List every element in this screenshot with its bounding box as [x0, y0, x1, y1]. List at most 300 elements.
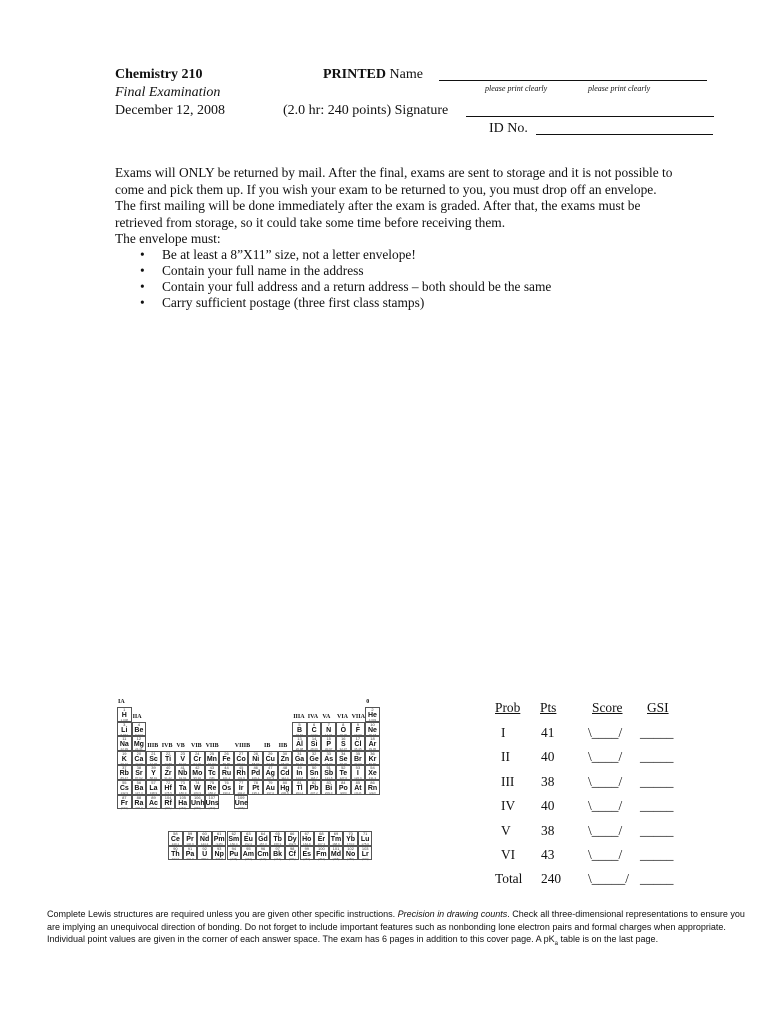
atomic-mass: 24.31 — [135, 747, 143, 752]
atomic-number: 48 — [282, 765, 288, 771]
atomic-mass: 183.9 — [193, 791, 202, 795]
atomic-number: 30 — [282, 750, 288, 756]
atomic-mass: 175.0 — [361, 842, 369, 847]
atomic-number: 37 — [122, 765, 127, 771]
atomic-number: 28 — [253, 750, 258, 756]
group-label: 0 — [366, 699, 370, 706]
atomic-mass: 72.61 — [310, 761, 318, 766]
atomic-mass: 88.91 — [149, 776, 158, 781]
atomic-mass: 238.0 — [200, 856, 209, 861]
instruction-line: The first mailing will be done immediately after the exam is graded. After that, the exams must be — [115, 198, 641, 213]
element-symbol: C — [311, 726, 317, 734]
atomic-mass: (210) — [354, 791, 362, 795]
signature-label: (2.0 hr: 240 points) Signature — [283, 103, 449, 118]
printed-label: PRINTED — [323, 67, 387, 82]
atomic-number: 56 — [136, 780, 142, 785]
element-cell — [197, 831, 212, 846]
element-cell — [365, 780, 380, 795]
atomic-number: 54 — [370, 765, 375, 771]
atomic-mass: 50.94 — [178, 761, 187, 766]
element-cell — [248, 751, 263, 766]
atomic-mass: 20.18 — [368, 732, 377, 737]
atomic-number: 38 — [136, 765, 142, 771]
element-cell — [132, 780, 147, 795]
element-symbol: Sc — [149, 755, 158, 763]
element-symbol: Rh — [236, 770, 246, 778]
element-symbol: Zr — [164, 770, 172, 778]
element-symbol: Na — [119, 741, 129, 749]
atomic-number: 91 — [187, 845, 193, 851]
atomic-number: 67 — [304, 831, 310, 837]
atomic-number: 6 — [312, 721, 316, 727]
element-symbol: Fm — [316, 850, 327, 858]
element-symbol: Ir — [238, 785, 244, 792]
atomic-mass: (247) — [259, 856, 267, 861]
element-cell — [329, 831, 344, 846]
atomic-mass: 106.4 — [251, 776, 260, 781]
element-symbol: Er — [317, 836, 326, 844]
atomic-number: 88 — [136, 794, 142, 800]
atomic-mass: 40.08 — [135, 761, 143, 766]
element-cell — [263, 780, 278, 795]
score-blank[interactable]: \____/ — [588, 798, 623, 814]
element-cell — [183, 831, 198, 846]
atomic-number: 18 — [370, 736, 375, 742]
group-label: VB — [176, 743, 185, 750]
atomic-mass: (258) — [332, 856, 340, 861]
atomic-mass: (243) — [244, 856, 252, 861]
row-pts: 40 — [541, 749, 555, 765]
atomic-mass: 1.008 — [120, 718, 129, 722]
score-blank[interactable]: \____/ — [588, 725, 623, 740]
col-header-prob: Prob — [495, 700, 521, 715]
element-cell — [117, 751, 132, 766]
atomic-number: 44 — [224, 765, 229, 771]
element-symbol: P — [326, 741, 332, 749]
element-symbol: Eu — [243, 836, 253, 844]
atomic-mass: 58.69 — [251, 761, 260, 766]
atomic-number: 29 — [268, 750, 273, 756]
atomic-mass: 232.0 — [171, 856, 180, 861]
atomic-mass: 102.9 — [237, 776, 245, 781]
atomic-number: 1 — [123, 707, 126, 712]
element-symbol: Pa — [185, 850, 195, 858]
element-cell — [365, 722, 380, 737]
atomic-number: 34 — [341, 750, 346, 756]
element-cell — [190, 751, 205, 766]
element-cell — [321, 751, 336, 766]
gsi-blank[interactable]: _____ — [640, 871, 674, 887]
element-cell — [146, 795, 161, 810]
element-cell — [227, 846, 242, 861]
atomic-mass: 197.0 — [266, 791, 275, 795]
atomic-mass: (251) — [288, 856, 296, 861]
element-cell — [227, 831, 242, 846]
atomic-mass: 112.4 — [281, 776, 289, 781]
element-symbol: Rn — [367, 785, 378, 792]
element-symbol: Ag — [265, 770, 275, 778]
atomic-number: 40 — [165, 765, 171, 771]
atomic-mass: 126.9 — [354, 776, 362, 781]
atomic-mass: 101.1 — [222, 776, 231, 781]
atomic-number: 107 — [208, 794, 216, 800]
element-cell — [190, 780, 205, 795]
element-symbol: Mo — [192, 770, 203, 778]
atomic-number: 20 — [136, 750, 142, 756]
atomic-number: 74 — [195, 780, 200, 785]
atomic-mass: 91.22 — [164, 776, 172, 781]
atomic-number: 31 — [297, 750, 302, 756]
element-cell — [351, 780, 366, 795]
element-cell — [336, 780, 351, 795]
atomic-number: 33 — [326, 750, 331, 756]
atomic-number: 50 — [311, 765, 317, 771]
gsi-blank[interactable]: _____ — [640, 725, 674, 740]
element-symbol: Lr — [361, 850, 369, 858]
element-symbol: Ni — [252, 755, 260, 763]
row-prob: IV — [501, 798, 516, 814]
gsi-blank[interactable]: _____ — [640, 749, 674, 765]
element-symbol: As — [324, 755, 334, 763]
atomic-number: 82 — [311, 780, 317, 785]
element-symbol: V — [180, 755, 186, 763]
element-symbol: Ho — [302, 836, 312, 844]
element-cell — [358, 831, 373, 846]
id-field[interactable] — [536, 134, 713, 135]
atomic-number: 106 — [193, 794, 201, 800]
element-cell — [248, 780, 263, 795]
row-pts: 43 — [541, 847, 555, 862]
atomic-number: 77 — [238, 780, 244, 785]
atomic-number: 4 — [137, 721, 140, 727]
atomic-mass: 74.92 — [324, 761, 333, 766]
element-symbol: Au — [265, 785, 275, 792]
col-header-gsi: GSI — [647, 700, 669, 715]
element-symbol: Nb — [178, 770, 188, 778]
atomic-number: 70 — [348, 831, 353, 837]
instruction-line: come and pick them up. If you wish your exam to be returned to you, you must drop off an envelope. — [115, 181, 657, 197]
score-blank[interactable]: \____/ — [588, 847, 623, 862]
element-cell — [132, 795, 147, 810]
score-blank[interactable]: \____/ — [588, 749, 623, 765]
gsi-blank[interactable]: _____ — [640, 798, 674, 814]
envelope-bullet: • Carry sufficient postage (three first class stamps) — [140, 295, 425, 310]
instructions-paragraph — [115, 165, 715, 248]
element-cell — [197, 846, 212, 861]
element-symbol: He — [368, 712, 377, 719]
element-symbol: Ca — [134, 755, 144, 763]
atomic-number: 86 — [370, 780, 375, 785]
atomic-number: 98 — [289, 845, 295, 851]
atomic-mass: 79.90 — [354, 761, 362, 766]
element-symbol: Mg — [133, 741, 144, 749]
atomic-number: 13 — [297, 736, 302, 742]
atomic-number: 25 — [209, 750, 215, 756]
group-label: IIA — [132, 714, 142, 720]
element-cell — [270, 831, 285, 846]
gsi-blank[interactable]: _____ — [640, 847, 674, 862]
bullet-icon: • — [140, 295, 145, 310]
element-symbol: U — [202, 850, 208, 858]
atomic-mass: 44.96 — [149, 761, 158, 766]
element-cell — [292, 780, 307, 795]
atomic-number: 61 — [216, 831, 222, 837]
element-symbol: No — [345, 850, 356, 858]
element-cell — [175, 780, 190, 795]
element-cell — [117, 780, 132, 795]
element-cell — [161, 795, 176, 810]
atomic-number: 102 — [347, 845, 354, 851]
atomic-mass: (222) — [368, 791, 376, 795]
element-symbol: Hf — [164, 785, 172, 792]
element-symbol: Sr — [135, 770, 143, 778]
atomic-number: 46 — [253, 765, 258, 771]
element-symbol: Y — [151, 770, 156, 778]
atomic-mass: (98) — [209, 776, 215, 781]
atomic-mass: 26.98 — [295, 747, 304, 752]
envelope-bullet: • Be at least a 8”X11” size, not a letter envelope! — [140, 247, 416, 262]
atomic-number: 60 — [202, 831, 207, 837]
atomic-mass: (261) — [164, 805, 172, 810]
element-cell — [117, 795, 132, 810]
bullet-icon: • — [140, 247, 145, 262]
atomic-number: 65 — [275, 831, 280, 837]
element-symbol: Dy — [287, 836, 297, 844]
element-symbol: Al — [295, 741, 303, 749]
element-cell — [219, 780, 234, 795]
atomic-mass: 132.9 — [120, 791, 129, 795]
element-symbol: Sn — [309, 770, 319, 778]
row-prob: V — [501, 822, 511, 838]
atomic-number: 10 — [370, 721, 375, 727]
element-symbol: Es — [302, 850, 312, 858]
atomic-number: 79 — [268, 780, 273, 785]
atomic-mass: 6.941 — [120, 732, 129, 737]
atomic-mass: 58.93 — [237, 761, 245, 766]
atomic-number: 57 — [151, 780, 156, 785]
element-cell — [256, 831, 271, 846]
atomic-number: 26 — [224, 750, 229, 756]
element-symbol: Hg — [280, 785, 290, 792]
element-symbol: Li — [121, 726, 128, 734]
score-blank[interactable]: \____/ — [588, 773, 623, 789]
atomic-mass: (145) — [215, 842, 223, 847]
element-symbol: W — [193, 785, 201, 792]
atomic-mass: (257) — [317, 856, 325, 861]
element-cell — [263, 751, 278, 766]
atomic-number: 83 — [326, 780, 331, 785]
element-symbol: Tc — [208, 770, 216, 778]
atomic-mass: 144.2 — [200, 842, 209, 847]
element-symbol: O — [340, 726, 347, 734]
element-cell — [300, 831, 315, 846]
atomic-mass: 237.0 — [215, 856, 223, 861]
element-cell — [292, 751, 307, 766]
atomic-number: 8 — [342, 721, 345, 727]
atomic-mass: 227.0 — [149, 805, 158, 810]
atomic-mass: 39.10 — [120, 761, 129, 766]
group-label: VA — [322, 714, 331, 720]
atomic-mass: 95.94 — [193, 776, 202, 781]
atomic-number: 62 — [231, 831, 237, 837]
atomic-number: 103 — [361, 845, 369, 851]
element-cell — [292, 722, 307, 737]
atomic-mass: 32.07 — [339, 747, 348, 752]
element-symbol: B — [296, 726, 303, 734]
atomic-mass: 4.003 — [368, 718, 377, 722]
element-cell — [234, 751, 249, 766]
atomic-mass: 173.0 — [346, 842, 355, 847]
element-symbol: Ce — [170, 836, 180, 844]
group-label: IIIB — [147, 743, 159, 750]
element-symbol: Be — [134, 726, 144, 734]
atomic-number: 95 — [246, 845, 251, 851]
name-text: Name — [389, 67, 423, 82]
element-symbol: Une — [234, 799, 249, 807]
id-label: ID No. — [489, 121, 528, 136]
element-symbol: Am — [242, 850, 255, 858]
element-cell — [351, 722, 366, 737]
atomic-mass: 186.2 — [208, 791, 216, 795]
atomic-mass: 16.00 — [339, 732, 348, 737]
element-symbol: Pd — [251, 770, 261, 778]
atomic-number: 43 — [209, 765, 215, 771]
name-label — [323, 67, 423, 83]
element-symbol: Ba — [134, 785, 144, 792]
atomic-mass: 10.81 — [295, 732, 304, 737]
element-symbol: Po — [338, 785, 348, 792]
element-symbol: Tb — [273, 836, 282, 844]
atomic-mass: 195.1 — [251, 791, 260, 795]
atomic-number: 100 — [318, 845, 325, 851]
gsi-blank[interactable]: _____ — [640, 822, 674, 838]
exam-date: December 12, 2008 — [115, 103, 226, 118]
bullet-icon: • — [140, 279, 145, 294]
element-cell — [365, 751, 380, 766]
element-cell — [205, 795, 220, 810]
atomic-number: 17 — [355, 736, 361, 742]
element-cell — [256, 846, 271, 861]
group-label: VIIIB — [234, 743, 251, 750]
score-blank[interactable]: \____/ — [588, 822, 623, 838]
element-symbol: Ra — [134, 799, 144, 807]
element-cell — [205, 751, 220, 766]
atomic-number: 97 — [275, 845, 280, 851]
element-symbol: Ta — [178, 785, 187, 792]
element-cell — [307, 751, 322, 766]
atomic-mass: 107.9 — [266, 776, 275, 781]
atomic-mass: 85.47 — [120, 776, 129, 781]
element-symbol: I — [356, 770, 359, 778]
element-cell — [336, 722, 351, 737]
atomic-mass: 14.01 — [324, 732, 333, 737]
element-cell — [336, 751, 351, 766]
atomic-number: 87 — [122, 794, 127, 800]
element-cell — [183, 846, 198, 861]
atomic-mass: (252) — [303, 856, 311, 861]
atomic-number: 99 — [304, 845, 310, 851]
element-symbol: Sb — [324, 770, 334, 778]
gsi-blank[interactable]: _____ — [640, 773, 674, 789]
element-symbol: S — [340, 741, 346, 749]
atomic-mass: 69.72 — [295, 761, 304, 766]
element-cell — [212, 846, 227, 861]
element-cell — [117, 707, 132, 722]
atomic-number: 90 — [173, 845, 178, 851]
group-label: IB — [264, 743, 271, 750]
atomic-number: 53 — [355, 765, 361, 771]
atomic-number: 76 — [224, 780, 229, 785]
atomic-mass: (244) — [230, 856, 238, 861]
atomic-mass: 12.01 — [310, 732, 318, 737]
element-symbol: Xe — [368, 770, 377, 778]
element-cell — [351, 751, 366, 766]
element-symbol: Rb — [119, 770, 129, 778]
element-cell — [270, 846, 285, 861]
atomic-number: 105 — [179, 794, 187, 800]
col-header-score: Score — [592, 700, 623, 715]
element-cell — [190, 795, 205, 810]
atomic-number: 3 — [123, 721, 126, 727]
atomic-mass: 207.2 — [310, 791, 318, 795]
atomic-mass: 127.6 — [339, 776, 348, 781]
element-symbol: Th — [171, 850, 180, 858]
element-symbol: Si — [310, 741, 318, 749]
atomic-mass: 157.3 — [259, 842, 267, 847]
atomic-number: 49 — [297, 765, 302, 771]
element-symbol: Uns — [205, 799, 219, 807]
atomic-number: 36 — [370, 750, 375, 756]
element-symbol: Mn — [206, 755, 217, 763]
atomic-number: 24 — [195, 750, 200, 756]
atomic-number: 109 — [237, 794, 245, 800]
instruction-line: retrieved from storage, so it could take some time before receiving them. — [115, 214, 506, 230]
atomic-mass: 78.96 — [339, 761, 348, 766]
atomic-number: 84 — [341, 780, 346, 785]
atomic-number: 104 — [164, 794, 172, 800]
signature-field[interactable] — [466, 116, 714, 117]
score-blank[interactable]: \_____/ — [588, 871, 629, 887]
atomic-mass: 47.88 — [164, 761, 172, 766]
row-prob: I — [501, 725, 506, 740]
atomic-number: 15 — [326, 736, 331, 742]
atomic-number: 55 — [122, 780, 127, 785]
element-cell — [285, 831, 300, 846]
atomic-mass: 35.45 — [354, 747, 362, 752]
atomic-mass: 22.99 — [120, 747, 129, 752]
element-symbol: Yb — [346, 836, 356, 844]
element-symbol: Te — [339, 770, 348, 778]
atomic-number: 71 — [362, 831, 368, 837]
element-cell — [241, 846, 256, 861]
atomic-number: 7 — [327, 721, 330, 727]
atomic-number: 58 — [173, 831, 178, 837]
atomic-mass: 140.1 — [171, 842, 180, 847]
atomic-mass: 150.4 — [230, 842, 238, 847]
element-symbol: Cm — [257, 850, 269, 858]
element-symbol: Cf — [288, 850, 296, 858]
atomic-mass: 30.97 — [324, 747, 333, 752]
atomic-number: 2 — [371, 707, 374, 712]
element-symbol: In — [296, 770, 303, 778]
name-field[interactable] — [439, 80, 707, 81]
element-cell — [132, 722, 147, 737]
element-symbol: Pr — [186, 836, 194, 844]
element-cell — [146, 780, 161, 795]
atomic-mass: (262) — [208, 805, 216, 810]
atomic-number: 69 — [333, 831, 339, 837]
row-pts: 240 — [541, 871, 562, 887]
